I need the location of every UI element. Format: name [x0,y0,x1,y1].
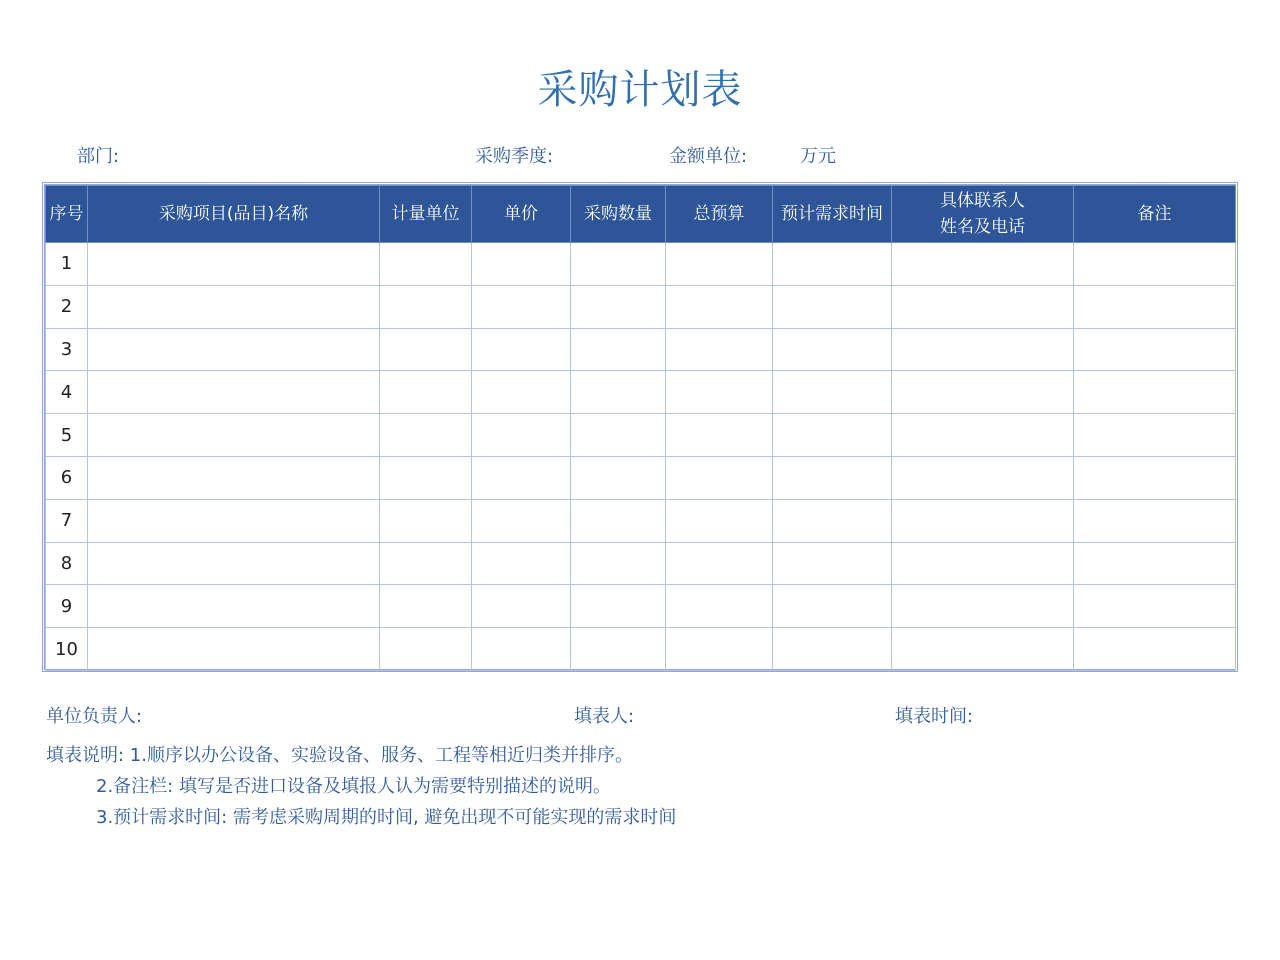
total-budget-cell[interactable] [666,328,773,371]
measure-unit-cell[interactable] [380,456,472,499]
unit-price-cell[interactable] [472,542,571,585]
unit-price-cell[interactable] [472,328,571,371]
expected-time-cell[interactable] [773,243,892,286]
quantity-cell[interactable] [571,542,666,585]
total-budget-cell[interactable] [666,628,773,671]
header-index: 序号 [46,186,88,243]
row-index-cell: 10 [46,628,88,671]
measure-unit-cell[interactable] [380,499,472,542]
header-contact [892,186,1074,243]
row-index-cell: 6 [46,456,88,499]
item-name-cell[interactable] [88,585,380,628]
table-row [46,628,1236,671]
header-unit-price: 单价 [472,186,571,243]
expected-time-cell[interactable] [773,585,892,628]
expected-time-cell[interactable] [773,456,892,499]
unit-price-cell[interactable] [472,456,571,499]
contact-cell[interactable] [892,371,1074,414]
purchase-plan-table [42,182,1238,672]
row-index-cell: 1 [46,243,88,286]
page-title: 采购计划表 [537,67,743,113]
contact-cell[interactable] [892,243,1074,286]
note-line-3: 3.预计需求时间: 需考虑采购周期的时间, 避免出现不可能实现的需求时间 [96,807,677,828]
item-name-cell[interactable] [88,285,380,328]
table-row [46,499,1236,542]
header-item-name: 采购项目(品目)名称 [88,186,380,243]
header-total-budget: 总预算 [666,186,773,243]
table-row [46,371,1236,414]
measure-unit-cell[interactable] [380,542,472,585]
item-name-cell[interactable] [88,414,380,457]
row-index-cell: 4 [46,371,88,414]
quantity-cell[interactable] [571,285,666,328]
item-name-cell[interactable] [88,456,380,499]
remark-cell[interactable] [1074,328,1236,371]
total-budget-cell[interactable] [666,585,773,628]
header-quantity: 采购数量 [571,186,666,243]
measure-unit-cell[interactable] [380,243,472,286]
measure-unit-cell[interactable] [380,628,472,671]
row-index-cell: 9 [46,585,88,628]
filler-label: 填表人: [574,706,635,727]
quantity-cell[interactable] [571,628,666,671]
expected-time-cell[interactable] [773,628,892,671]
unit-price-cell[interactable] [472,371,571,414]
remark-cell[interactable] [1074,628,1236,671]
remark-cell[interactable] [1074,585,1236,628]
row-index-cell: 8 [46,542,88,585]
unit-price-cell[interactable] [472,585,571,628]
note-line-1: 填表说明: 1.顺序以办公设备、实验设备、服务、工程等相近归类并排序。 [46,745,633,766]
measure-unit-cell[interactable] [380,285,472,328]
table-row [46,542,1236,585]
amount-unit-value: 万元 [800,146,836,167]
header-contact-line1: 具体联系人 [940,191,1025,211]
contact-cell[interactable] [892,585,1074,628]
header-measure-unit: 计量单位 [380,186,472,243]
row-index-cell: 2 [46,285,88,328]
measure-unit-cell[interactable] [380,328,472,371]
measure-unit-cell[interactable] [380,414,472,457]
item-name-cell[interactable] [88,499,380,542]
contact-cell[interactable] [892,499,1074,542]
quantity-cell[interactable] [571,243,666,286]
expected-time-cell[interactable] [773,542,892,585]
contact-cell[interactable] [892,285,1074,328]
amount-unit-label: 金额单位: [669,146,748,167]
header-expected-time: 预计需求时间 [773,186,892,243]
table-row [46,414,1236,457]
unit-head-label: 单位负责人: [46,706,143,727]
unit-price-cell[interactable] [472,499,571,542]
item-name-cell[interactable] [88,371,380,414]
item-name-cell[interactable] [88,542,380,585]
expected-time-cell[interactable] [773,371,892,414]
row-index-cell: 5 [46,414,88,457]
fill-time-label: 填表时间: [895,706,974,727]
total-budget-cell[interactable] [666,243,773,286]
total-budget-cell[interactable] [666,285,773,328]
header-remark: 备注 [1074,186,1236,243]
quantity-cell[interactable] [571,414,666,457]
total-budget-cell[interactable] [666,371,773,414]
table-row [46,456,1236,499]
table-row [46,328,1236,371]
remark-cell[interactable] [1074,456,1236,499]
contact-cell[interactable] [892,456,1074,499]
remark-cell[interactable] [1074,499,1236,542]
remark-cell[interactable] [1074,243,1236,286]
remark-cell[interactable] [1074,542,1236,585]
quantity-cell[interactable] [571,328,666,371]
fill-instructions [46,740,676,833]
expected-time-cell[interactable] [773,499,892,542]
quarter-label: 采购季度: [475,146,554,167]
remark-cell[interactable] [1074,285,1236,328]
unit-price-cell[interactable] [472,285,571,328]
quantity-cell[interactable] [571,456,666,499]
row-index-cell: 3 [46,328,88,371]
table-header-row [46,186,1236,243]
expected-time-cell[interactable] [773,328,892,371]
contact-cell[interactable] [892,328,1074,371]
row-index-cell: 7 [46,499,88,542]
table-row [46,285,1236,328]
unit-price-cell[interactable] [472,414,571,457]
unit-price-cell[interactable] [472,243,571,286]
contact-cell[interactable] [892,628,1074,671]
item-name-cell[interactable] [88,628,380,671]
contact-cell[interactable] [892,414,1074,457]
measure-unit-cell[interactable] [380,371,472,414]
department-label: 部门: [77,146,120,167]
quantity-cell[interactable] [571,585,666,628]
item-name-cell[interactable] [88,328,380,371]
expected-time-cell[interactable] [773,285,892,328]
note-line-2: 2.备注栏: 填写是否进口设备及填报人认为需要特别描述的说明。 [96,776,611,797]
total-budget-cell[interactable] [666,414,773,457]
table-row [46,585,1236,628]
unit-price-cell[interactable] [472,628,571,671]
total-budget-cell[interactable] [666,499,773,542]
measure-unit-cell[interactable] [380,585,472,628]
table-row [46,243,1236,286]
item-name-cell[interactable] [88,243,380,286]
total-budget-cell[interactable] [666,542,773,585]
header-contact-line2: 姓名及电话 [940,217,1025,237]
quantity-cell[interactable] [571,499,666,542]
expected-time-cell[interactable] [773,414,892,457]
quantity-cell[interactable] [571,371,666,414]
remark-cell[interactable] [1074,414,1236,457]
total-budget-cell[interactable] [666,456,773,499]
remark-cell[interactable] [1074,371,1236,414]
contact-cell[interactable] [892,542,1074,585]
